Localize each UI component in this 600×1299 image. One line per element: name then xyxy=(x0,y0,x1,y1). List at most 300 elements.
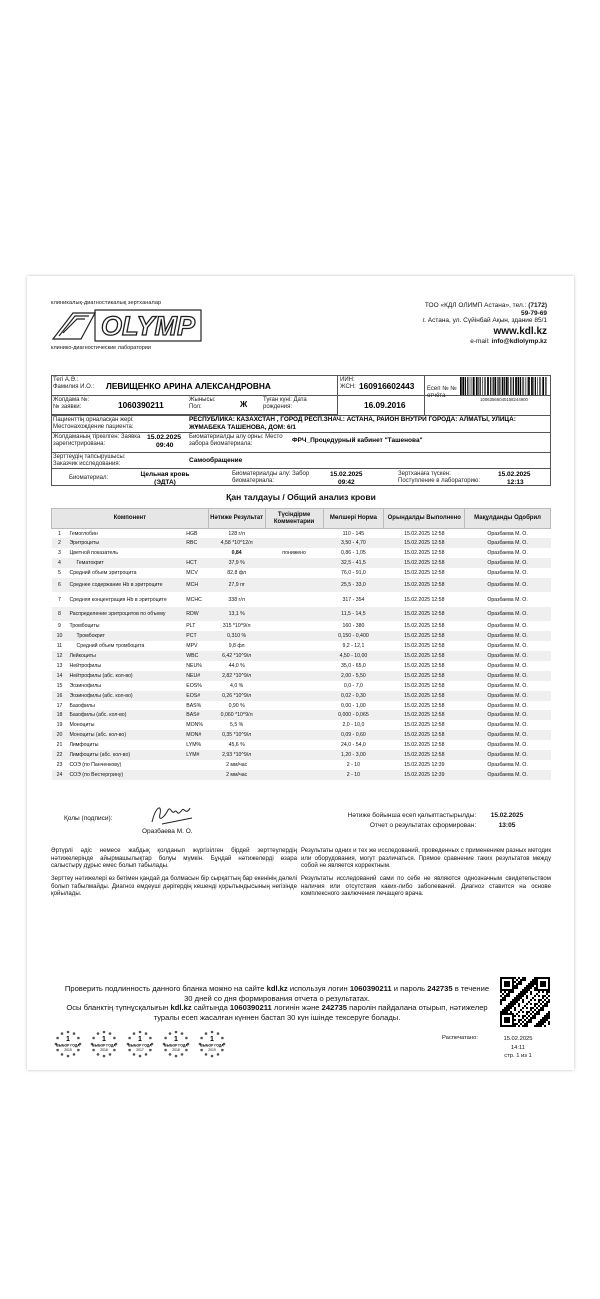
cell-approved: Оразбаева М. О. xyxy=(465,651,551,661)
table-row xyxy=(52,671,551,681)
received-label: Зертханаға түскен: Поступление в лабораторию: xyxy=(398,471,481,484)
cell-done: 15.02.2025 12:39 xyxy=(404,761,445,768)
phone: 59-79-69 xyxy=(520,309,547,317)
cell-no: 5 xyxy=(58,570,61,576)
cell-comment xyxy=(265,770,323,780)
cell-done: 15.02.2025 12:58 xyxy=(404,682,445,689)
taken-label: Биоматериалды алу: Забор биоматериала: xyxy=(232,471,310,484)
cell-done: 15.02.2025 12:58 xyxy=(384,671,465,681)
award-title: ВЫБОР ГОДА xyxy=(200,1043,224,1048)
biomaterial-value: Цельная кровь (ЭДТА) xyxy=(140,471,190,486)
cell-component: Средний объем эритроцита xyxy=(69,570,137,576)
cell-no: 9 xyxy=(58,623,61,630)
phone-code: (7172) xyxy=(528,302,547,309)
cell-comment xyxy=(265,568,323,578)
cell-no: 8 xyxy=(52,607,68,622)
award-title: ВЫБОР ГОДА xyxy=(128,1043,152,1048)
cell-no: 10 xyxy=(52,631,68,641)
cell-norm: 0,150 - 0,400 xyxy=(323,631,384,641)
collection-place-label: Биоматериалды алу орны: Место забора биоматериала: xyxy=(189,434,283,447)
cell-component: Гемоглобин xyxy=(69,530,98,537)
cell-component: Нейтрофилы (абс. кол-во) xyxy=(67,671,184,681)
cell-comment xyxy=(265,578,323,593)
verify-ru-1: Проверить подлинность данного бланка можно на сайте xyxy=(64,984,265,993)
cell-approved: Оразбаева М. О. xyxy=(487,761,528,768)
cell-comment xyxy=(265,681,323,691)
cell-code: MPV xyxy=(186,643,198,650)
col-result: Нәтиже Результат xyxy=(208,509,265,529)
cell-done: 15.02.2025 12:58 xyxy=(404,722,445,729)
cell-result: 2,93 *10^9/л xyxy=(208,750,265,760)
cell-code: EOS# xyxy=(184,691,208,701)
cell-no: 14 xyxy=(52,671,68,681)
cell-component: Эритроциты xyxy=(67,538,184,548)
cell-comment xyxy=(265,740,323,750)
col-component: Компонент xyxy=(52,509,209,529)
award-badge xyxy=(195,1029,229,1059)
cell-no: 3 xyxy=(58,550,61,557)
cell-done: 15.02.2025 12:58 xyxy=(404,662,445,669)
award-year: 2015 xyxy=(64,1048,72,1052)
cell-component: Моноциты (абс. кол-во) xyxy=(67,730,184,740)
received-date: 15.02.2025 xyxy=(498,471,531,478)
cell-no: 20 xyxy=(52,730,68,740)
cell-approved: Оразбаева М. О. xyxy=(465,770,551,780)
table-row xyxy=(52,651,551,661)
cell-no: 11 xyxy=(56,643,63,650)
cell-code: WBC xyxy=(184,651,208,661)
patient-location: РЕСПУБЛИКА: КАЗАХСТАН , ГОРОД РЕСП.ЗНАЧ.: АСТАНА, РАЙОН ВНУТРИ ГОРОДА: АЛМАТЫ, УЛИЦА: ЖҰМАБЕКА ТАШЕНОВА, ДОМ: 6/1 xyxy=(189,416,516,431)
cell-norm: 2,0 - 10,0 xyxy=(342,722,365,729)
cell-norm: 3,50 - 4,70 xyxy=(323,538,384,548)
cell-done: 15.02.2025 12:58 xyxy=(404,742,445,749)
award-year: 2016 xyxy=(100,1048,108,1052)
cell-no: 12 xyxy=(52,651,68,661)
cell-done: 15.02.2025 12:58 xyxy=(404,570,445,576)
cell-norm: 35,0 - 65,0 xyxy=(341,662,366,669)
signature-label: Қолы (подписи): xyxy=(64,815,113,822)
gender-label: Жынысы: Пол: xyxy=(189,397,216,410)
analysis-title: Қан талдауы / Общий анализ крови xyxy=(226,492,376,502)
cell-code: PCT xyxy=(184,631,208,641)
award-year: 2017 xyxy=(136,1048,144,1052)
issued-time: 13:05 xyxy=(498,822,516,829)
cell-no: 1 xyxy=(58,530,61,537)
cell-result: 128 г/л xyxy=(228,530,245,537)
cell-done: 15.02.2025 12:58 xyxy=(384,578,465,593)
customer-label: Зерттеудің тапсырушысы: Заказчик исследования: xyxy=(53,454,126,467)
cell-no: 24 xyxy=(52,770,68,780)
cell-no: 13 xyxy=(56,662,63,669)
taken-date: 15.02.2025 xyxy=(330,471,363,478)
svg-text:1: 1 xyxy=(174,1036,178,1043)
cell-result: 13,1 % xyxy=(208,607,265,622)
taken-time: 09:42 xyxy=(338,479,355,486)
cell-approved: Оразбаева М. О. xyxy=(465,710,551,720)
cell-comment xyxy=(265,710,323,720)
cell-no: 4 xyxy=(52,558,68,568)
cell-comment xyxy=(265,631,323,641)
cell-done: 15.02.2025 12:58 xyxy=(384,558,465,568)
cell-result: 2,82 *10^9/л xyxy=(208,671,265,681)
cell-code: MON# xyxy=(184,730,208,740)
cell-comment xyxy=(265,607,323,622)
cell-component: Тромбокрит xyxy=(67,631,184,641)
birth-label: Туған күні: Дата рождения: xyxy=(263,397,307,410)
award-title: ВЫБОР ГОДА xyxy=(164,1043,188,1048)
cell-result: 0,90 % xyxy=(228,702,245,709)
printed-time: 14:11 xyxy=(510,1044,526,1051)
cell-code: LYM# xyxy=(184,750,208,760)
barcode xyxy=(460,377,548,395)
cell-approved: Оразбаева М. О. xyxy=(487,722,528,729)
cell-norm: 110 - 145 xyxy=(342,530,365,537)
cell-approved: Оразбаева М. О. xyxy=(487,623,528,630)
cell-result: 82,8 фл xyxy=(227,570,247,576)
cell-norm: 9,2 - 12,1 xyxy=(342,643,365,650)
patient-name: ЛЕВИЩЕНКО АРИНА АЛЕКСАНДРОВНА xyxy=(106,381,271,391)
cell-result: 315 *10^9/л xyxy=(222,623,251,630)
cell-result: 0,060 *10^9/л xyxy=(208,710,265,720)
cell-norm: 0,00 - 1,00 xyxy=(341,702,366,709)
cell-approved: Оразбаева М. О. xyxy=(465,558,551,568)
customer-value: Самообращение xyxy=(189,457,243,464)
cell-component: Распределение эритроцитов по объему xyxy=(67,607,184,622)
verify-password: 242735 xyxy=(427,984,453,993)
cell-norm: 160 - 380 xyxy=(342,623,365,630)
results-table xyxy=(51,508,551,780)
cell-code: MCV xyxy=(186,570,198,576)
cell-no: 18 xyxy=(52,710,68,720)
cell-comment xyxy=(265,538,323,548)
verify-password-kz: 242735 xyxy=(321,1003,347,1013)
report-no-label: Есеп № № отчёта xyxy=(427,386,457,399)
cell-result: 45,6 % xyxy=(228,742,245,749)
cell-done: 15.02.2025 12:39 xyxy=(384,770,465,780)
cell-done: 15.02.2025 12:58 xyxy=(404,702,445,709)
cell-code xyxy=(184,760,208,770)
cell-no: 2 xyxy=(52,538,68,548)
verify-ru-2: используя логин xyxy=(289,984,348,993)
cell-code: RDW xyxy=(184,607,208,622)
cell-done: 15.02.2025 12:58 xyxy=(384,651,465,661)
cell-component: СОЭ (по Панченкову) xyxy=(69,761,122,768)
cell-result: 27,9 пг xyxy=(208,578,265,593)
verify-ru-4: в течение 30 дней со дня формирования отчета о результатах. xyxy=(184,984,490,1003)
cell-approved: Оразбаева М. О. xyxy=(465,750,551,760)
cell-code: MCHC xyxy=(186,596,202,603)
award-year: 2018 xyxy=(172,1048,180,1052)
award-title: ВЫБОР ГОДА xyxy=(92,1043,116,1048)
col-norm: Мөлшері Норма xyxy=(323,509,384,529)
name-label: Тегі А.Ә.: Фамилия И.О.: xyxy=(53,377,95,390)
iin-label: ИИН: ЖСН: xyxy=(340,377,356,390)
cell-component: Лимфоциты (абс. кол-во) xyxy=(67,750,184,760)
cell-code: NEU# xyxy=(184,671,208,681)
table-row xyxy=(52,681,551,691)
cell-no: 16 xyxy=(52,691,68,701)
cell-comment xyxy=(265,651,323,661)
table-row xyxy=(52,592,551,607)
verify-login-kz: 1060390211 xyxy=(229,1003,272,1013)
logo-wordmark: OLYMP xyxy=(101,311,195,341)
verify-site-link[interactable]: kdl.kz xyxy=(266,984,288,993)
cell-comment xyxy=(265,671,323,681)
barcode-number: 10063566040158244900 xyxy=(480,397,528,402)
cell-component: Цветной показатель xyxy=(69,550,118,557)
cell-result: 0,26 *10^9/л xyxy=(208,691,265,701)
cell-done: 15.02.2025 12:58 xyxy=(404,596,445,603)
cell-result: 0,35 *10^9/л xyxy=(208,730,265,740)
cell-component: Лейкоциты xyxy=(67,651,184,661)
table-row xyxy=(52,558,551,568)
cell-comment xyxy=(265,641,323,651)
cell-done: 15.02.2025 12:58 xyxy=(404,550,445,557)
cell-approved: Оразбаева М. О. xyxy=(465,631,551,641)
cell-comment xyxy=(265,529,323,539)
cell-norm: 76,0 - 91,0 xyxy=(341,570,366,576)
cell-approved: Оразбаева М. О. xyxy=(465,691,551,701)
issued-kz-label: Нәтиже бойынша есеп қалыптастырылды: xyxy=(347,812,477,819)
award-badge xyxy=(123,1029,157,1059)
printed-info xyxy=(488,1035,548,1061)
cell-norm: 0,09 - 0,60 xyxy=(323,730,384,740)
cell-no: 21 xyxy=(56,742,63,749)
table-row xyxy=(52,770,551,780)
cell-result: 6,42 *10^9/л xyxy=(208,651,265,661)
table-row xyxy=(52,568,551,578)
issued-date: 15.02.2025 xyxy=(490,812,524,819)
col-done: Орындалды Выполнено xyxy=(384,509,465,529)
cell-norm: 24,0 - 54,0 xyxy=(341,742,366,749)
cell-result: 0,310 % xyxy=(208,631,265,641)
cell-result: 0,84 xyxy=(231,550,242,557)
page-number: стр. 1 из 1 xyxy=(504,1053,532,1059)
cell-norm: 11,5 - 14,5 xyxy=(323,607,384,622)
award-badge xyxy=(87,1029,121,1059)
cell-norm: 0,000 - 0,065 xyxy=(323,710,384,720)
award-badge xyxy=(159,1029,193,1059)
cell-result: 2 мм/час xyxy=(226,761,248,768)
cell-no: 19 xyxy=(56,722,63,729)
cell-code: MCH xyxy=(184,578,208,593)
signature-image xyxy=(148,800,198,828)
registered-time: 09:40 xyxy=(156,442,174,449)
cell-done: 15.02.2025 12:58 xyxy=(384,631,465,641)
cell-norm: 2,00 - 5,50 xyxy=(323,671,384,681)
cell-approved: Оразбаева М. О. xyxy=(487,570,528,576)
cell-component: Эозинофилы xyxy=(69,682,101,689)
cell-norm: 317 - 354 xyxy=(342,596,365,603)
cell-norm: 1,20 - 3,00 xyxy=(323,750,384,760)
cell-norm: 0,0 - 7,0 xyxy=(343,682,363,689)
cell-component: Лимфоциты xyxy=(69,742,99,749)
table-row xyxy=(52,538,551,548)
cell-no: 6 xyxy=(52,578,68,593)
award-title: ВЫБОР ГОДА xyxy=(56,1043,80,1048)
cell-done: 15.02.2025 12:58 xyxy=(404,623,445,630)
cell-approved: Оразбаева М. О. xyxy=(487,643,528,650)
cell-norm: 0,02 - 0,30 xyxy=(323,691,384,701)
award-badge xyxy=(51,1029,85,1059)
verify-kz-3: логинін және xyxy=(273,1003,320,1013)
qr-code[interactable] xyxy=(500,977,550,1027)
cell-comment xyxy=(265,750,323,760)
award-year: 2019 xyxy=(208,1048,216,1052)
cell-approved: Оразбаева М. О. xyxy=(465,578,551,593)
award-badges xyxy=(51,1029,229,1059)
order-label: Жолдама №: № заявки: xyxy=(53,397,90,410)
table-row xyxy=(52,548,551,558)
cell-approved: Оразбаева М. О. xyxy=(465,730,551,740)
report-issued xyxy=(348,811,536,831)
svg-text:1: 1 xyxy=(102,1036,106,1043)
cell-approved: Оразбаева М. О. xyxy=(487,702,528,709)
registered-label: Жолдаманың тіркелген: Заявка зарегистрирована: xyxy=(53,434,141,447)
cell-code: MON% xyxy=(186,722,203,729)
cell-approved: Оразбаева М. О. xyxy=(465,607,551,622)
disclaimer-kz-2: Зерттеу нәтижелері өз бетімен қандай да болмасын бір сырқаттың бар екенінің дәлелі болып табылмайды. Диагноз емдеуші дәрігердің кешенді қорытындысының негізінде қойылады. xyxy=(51,875,297,897)
issued-ru-label: Отчет о результатах сформирован: xyxy=(369,822,477,829)
cell-no: 7 xyxy=(58,596,61,603)
cell-component: Эозинофилы (абс. кол-во) xyxy=(67,691,184,701)
company-address: г. Астана, ул. Сүйінбай Ақын, здание 85/1 xyxy=(422,317,547,324)
table-row xyxy=(52,631,551,641)
cell-done: 15.02.2025 12:58 xyxy=(384,691,465,701)
verify-site-link-kz[interactable]: kdl.kz xyxy=(170,1003,192,1013)
cell-comment xyxy=(265,760,323,770)
website-link[interactable]: www.kdl.kz xyxy=(493,325,547,337)
cell-code: NEU% xyxy=(186,662,202,669)
cell-done: 15.02.2025 12:58 xyxy=(384,750,465,760)
lab-name-kz: клиникалық-диагностикалық зертханалар xyxy=(51,300,162,306)
cell-result: 9,8 фл xyxy=(228,643,245,650)
cell-comment: понижено xyxy=(282,550,306,557)
lab-name-ru: клинико-диагностические лаборатории xyxy=(51,345,151,351)
cell-result: 4,0 % xyxy=(230,682,244,689)
signature-name: Оразбаева М. О. xyxy=(142,828,193,835)
table-row xyxy=(52,750,551,760)
cell-no: 17 xyxy=(56,702,63,709)
svg-text:1: 1 xyxy=(210,1036,214,1043)
verify-kz-1: Осы бланктің түпнұсқалығын xyxy=(66,1003,169,1013)
collection-place: ФРЧ_Процедурный кабинет "Ташенова" xyxy=(292,437,423,444)
verify-kz-2: сайтында xyxy=(193,1003,228,1013)
order-number: 1060390211 xyxy=(118,400,164,410)
cell-done: 15.02.2025 12:58 xyxy=(404,643,445,650)
cell-component: Тромбоциты xyxy=(69,623,100,630)
table-row xyxy=(52,691,551,701)
verify-ru-3: и пароль xyxy=(393,984,426,993)
cell-result: 338 г/л xyxy=(228,596,245,603)
company-name: ТОО «КДЛ ОЛИМП Астана», тел.: xyxy=(424,302,527,309)
cell-approved: Оразбаева М. О. xyxy=(487,682,528,689)
table-row xyxy=(52,760,551,770)
iin-value: 160916602443 xyxy=(359,381,415,391)
disclaimer-ru-2: Результаты исследований сами по себе не являются однозначным свидетельством наличия или отсутствия каких-либо заболеваний. Диагноз ставится на основе комплексного заключения лечащего врача. xyxy=(301,875,551,897)
table-row xyxy=(52,607,551,622)
cell-done: 15.02.2025 12:58 xyxy=(384,730,465,740)
cell-approved: Оразбаева М. О. xyxy=(487,596,528,603)
gender-value: Ж xyxy=(240,400,248,409)
email-link[interactable]: info@kdlolymp.kz xyxy=(491,337,547,345)
cell-comment xyxy=(265,592,323,607)
cell-comment xyxy=(265,621,323,631)
cell-component: Средний объем тромбоцита xyxy=(76,643,145,650)
cell-norm: 0,86 - 1,05 xyxy=(341,550,366,557)
table-row xyxy=(52,710,551,720)
table-row xyxy=(52,740,551,750)
table-row xyxy=(52,720,551,730)
cell-approved: Оразбаева М. О. xyxy=(465,671,551,681)
cell-component: Средняя концентрация Hb в эритроците xyxy=(69,596,167,603)
table-row xyxy=(52,701,551,711)
cell-code xyxy=(184,548,208,558)
cell-component: Гематокрит xyxy=(67,558,184,568)
cell-result: 4,58 *10^12/л xyxy=(208,538,265,548)
cell-norm: 2 - 10 xyxy=(346,761,361,768)
table-row xyxy=(52,730,551,740)
cell-no: 22 xyxy=(52,750,68,760)
verify-kz-4: паролін пайдалана отырып, нәтижелер туралы есеп жасалған күннен бастап 30 күн ішінде тексеруге болады. xyxy=(153,1003,488,1022)
svg-text:1: 1 xyxy=(138,1036,142,1043)
verify-login: 1060390211 xyxy=(349,984,392,993)
cell-code xyxy=(184,770,208,780)
col-approved: Мақұлданды Одобрил xyxy=(465,509,551,529)
cell-norm: 25,5 - 33,0 xyxy=(323,578,384,593)
cell-component: Моноциты xyxy=(69,722,95,729)
cell-result: 37,9 % xyxy=(208,558,265,568)
table-row xyxy=(52,641,551,651)
table-row xyxy=(52,529,551,539)
disclaimer-ru-1: Результаты одних и тех же исследований, проведенных с применением разных методик или оборудования, могут различаться. Прямое сравнение таких результатов между собой не является корректным. xyxy=(301,847,551,869)
table-row xyxy=(52,661,551,671)
cell-code: LYM% xyxy=(186,742,202,749)
cell-done: 15.02.2025 12:58 xyxy=(404,530,445,537)
cell-code: BAS# xyxy=(184,710,208,720)
cell-done: 15.02.2025 12:58 xyxy=(384,607,465,622)
printed-label: Распечатано: xyxy=(442,1035,478,1041)
printed-date: 15.02.2025 xyxy=(503,1036,533,1042)
cell-norm: 2 - 10 xyxy=(323,770,384,780)
company-contacts xyxy=(287,302,547,345)
cell-comment xyxy=(265,558,323,568)
cell-component: Нейтрофилы xyxy=(69,662,102,669)
birth-date: 16.09.2016 xyxy=(364,400,406,410)
disclaimer-kz-1: Әртүрлі әдіс немесе жабдық қолданып жүргізілген бірдей зерттеулердің нәтижелерінде айырмашылықтар болуы мүмкін. Бұндай нәтижелерді өзара салыстыру дұрыс емес болып табылады. xyxy=(51,847,297,869)
cell-code: PLT xyxy=(186,623,196,630)
cell-approved: Оразбаева М. О. xyxy=(465,538,551,548)
cell-result: 2 мм/час xyxy=(208,770,265,780)
cell-comment xyxy=(265,701,323,711)
cell-approved: Оразбаева М. О. xyxy=(487,662,528,669)
cell-code: HGB xyxy=(186,530,198,537)
cell-code: EOS% xyxy=(186,682,202,689)
cell-approved: Оразбаева М. О. xyxy=(487,550,528,557)
cell-no: 23 xyxy=(56,761,63,768)
cell-done: 15.02.2025 12:58 xyxy=(384,538,465,548)
table-row xyxy=(52,621,551,631)
location-label: Пациенттің орналасқан жері: Местонахождение пациента: xyxy=(53,417,134,430)
col-comment: Түсіндірме Комментарии xyxy=(265,509,323,529)
cell-norm: 4,50 - 10,00 xyxy=(323,651,384,661)
registered-date: 15.02.2025 xyxy=(147,434,182,441)
cell-component: Базофилы xyxy=(69,702,95,709)
cell-result: 44,0 % xyxy=(228,662,245,669)
email-label: e-mail: xyxy=(470,337,490,345)
cell-approved: Оразбаева М. О. xyxy=(487,742,528,749)
cell-comment xyxy=(265,691,323,701)
